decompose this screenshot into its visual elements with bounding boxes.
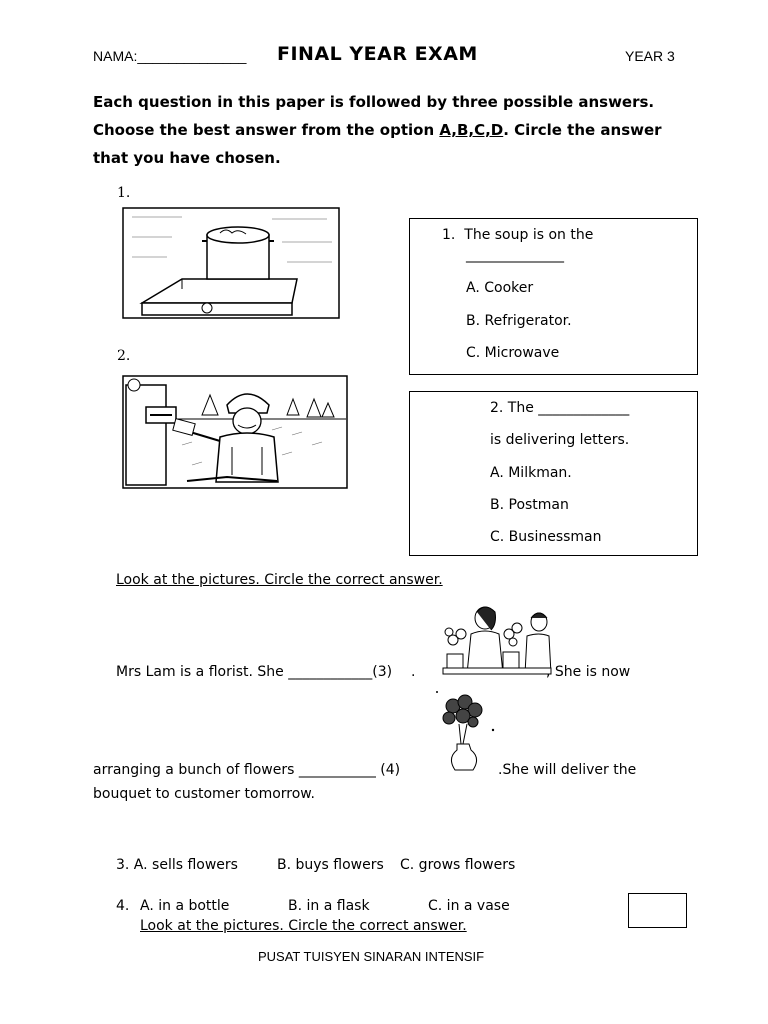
section-2-instruction: Look at the pictures. Circle the correct answer. bbox=[116, 572, 443, 588]
q2-number: 2. bbox=[117, 348, 131, 364]
instructions-line-2: Choose the best answer from the option A,B,C,D. Circle the answer bbox=[93, 121, 662, 139]
q4-option-b[interactable]: B. in a flask bbox=[288, 898, 370, 914]
q1-question-box bbox=[409, 218, 698, 375]
year-label: YEAR 3 bbox=[625, 48, 675, 64]
paragraph-line-2-end: .She will deliver the bbox=[498, 762, 637, 778]
q3-option-b[interactable]: B. buys flowers bbox=[277, 857, 384, 873]
q2-option-b[interactable]: B. Postman bbox=[490, 497, 569, 513]
paragraph-line-2-start: arranging a bunch of flowers ___________ (4) bbox=[93, 762, 401, 778]
q3-option-a[interactable]: 3. A. sells flowers bbox=[116, 857, 238, 873]
instructions-line-3: that you have chosen. bbox=[93, 149, 281, 167]
options-letters: A,B,C,D bbox=[439, 121, 504, 139]
q1-stem: 1. The soup is on the bbox=[442, 227, 594, 243]
name-label: NAMA: bbox=[93, 48, 138, 64]
q2-stem-line-2: is delivering letters. bbox=[490, 432, 630, 448]
q1-option-b[interactable]: B. Refrigerator. bbox=[466, 313, 572, 329]
q1-option-a[interactable]: A. Cooker bbox=[466, 280, 534, 296]
name-blank: ______________ bbox=[137, 48, 247, 64]
postman-on-motorcycle-illustration bbox=[122, 375, 348, 489]
q1-blank: ______________ bbox=[466, 247, 564, 263]
instructions bbox=[93, 88, 693, 172]
q4-option-a[interactable]: A. in a bottle bbox=[140, 898, 230, 914]
paragraph-line-1-end: , She is now bbox=[546, 664, 631, 680]
q2-question-box bbox=[409, 391, 698, 556]
flower-shop-illustration bbox=[441, 604, 553, 678]
paragraph-line-3: bouquet to customer tomorrow. bbox=[93, 786, 315, 802]
flowers-in-vase-illustration bbox=[431, 690, 495, 776]
q4-number: 4. bbox=[116, 898, 130, 914]
page-title: FINAL YEAR EXAM bbox=[277, 43, 478, 65]
q2-option-c[interactable]: C. Businessman bbox=[490, 529, 602, 545]
q2-option-a[interactable]: A. Milkman. bbox=[490, 465, 572, 481]
section-3-instruction: Look at the pictures. Circle the correct answer. bbox=[140, 918, 467, 934]
q4-option-c[interactable]: C. in a vase bbox=[428, 898, 510, 914]
q1-number: 1. bbox=[117, 185, 131, 201]
paragraph-line-1-dot: . bbox=[411, 664, 416, 680]
answer-box[interactable] bbox=[628, 893, 687, 928]
pot-on-stove-illustration bbox=[122, 207, 340, 319]
paragraph-line-1-start: Mrs Lam is a florist. She ____________(3) bbox=[116, 664, 393, 680]
q1-option-c[interactable]: C. Microwave bbox=[466, 345, 560, 361]
q3-option-c[interactable]: C. grows flowers bbox=[400, 857, 516, 873]
footer-text: PUSAT TUISYEN SINARAN INTENSIF bbox=[258, 949, 485, 964]
instructions-line-1: Each question in this paper is followed by three possible answers. bbox=[93, 93, 655, 111]
name-field bbox=[93, 48, 246, 64]
q2-stem-line-1: 2. The _____________ bbox=[490, 400, 630, 416]
